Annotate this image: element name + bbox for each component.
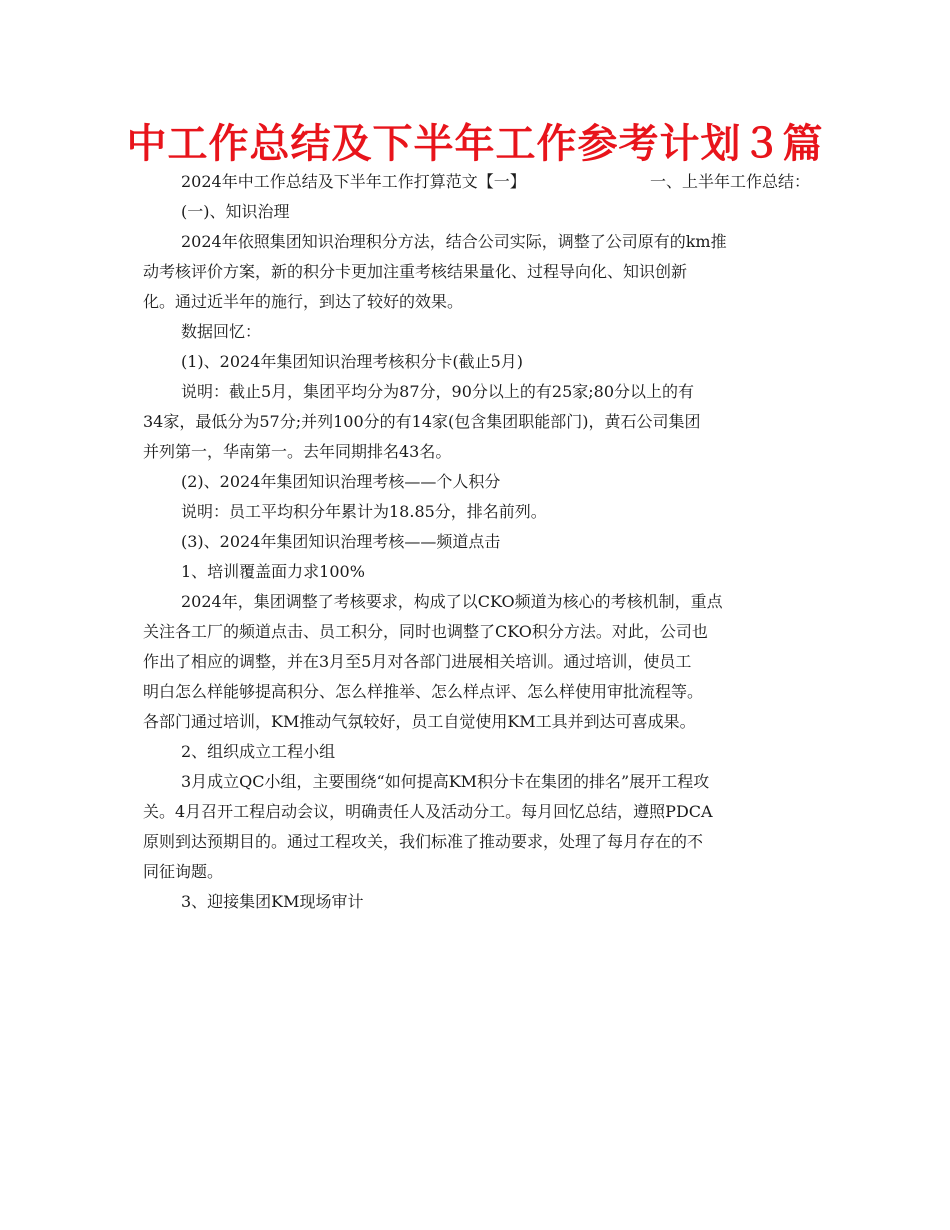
document-body [143, 167, 810, 917]
heading-channel-clicks: (3)、2024年集团知识治理考核——频道点击 [181, 532, 501, 551]
document-title: 中工作总结及下半年工作参考计划３篇 [126, 121, 824, 167]
paragraph-line: 并列第一，华南第一。去年同期排名43名。 [143, 442, 452, 461]
heading-km-audit: 3、迎接集团KM现场审计 [181, 892, 364, 911]
paragraph-line: 关注各工厂的频道点击、员工积分，同时也调整了CKO积分方法。对此，公司也 [143, 622, 708, 641]
paragraph-line: 化。通过近半年的施行，到达了较好的效果。 [143, 292, 464, 311]
paragraph-line: 同征询题。 [143, 862, 224, 881]
paragraph-line: 2024年依照集团知识治理积分方法，结合公司实际，调整了公司原有的km推 [181, 232, 727, 251]
paragraph-line: 明白怎么样能够提高积分、怎么样推举、怎么样点评、怎么样使用审批流程等。 [143, 682, 704, 701]
paragraph-line: 关。4月召开工程启动会议，明确责任人及活动分工。每月回忆总结，遵照PDCA [143, 802, 713, 821]
paragraph-line: 3月成立QC小组，主要围绕“如何提高KM积分卡在集团的排名”展开工程攻 [181, 772, 710, 791]
paragraph-line: 各部门通过培训，KM推动气氛较好，员工自觉使用KM工具并到达可喜成果。 [143, 712, 696, 731]
heading-project-team: 2、组织成立工程小组 [181, 742, 336, 761]
heading-knowledge-management: (一)、知识治理 [181, 202, 290, 221]
paragraph-line: 动考核评价方案，新的积分卡更加注重考核结果量化、过程导向化、知识创新 [143, 262, 688, 281]
heading-data-review: 数据回忆： [181, 322, 262, 341]
paragraph-line: 说明：截止5月，集团平均分为87分，90分以上的有25家;80分以上的有 [181, 382, 695, 401]
paragraph-line: 2024年，集团调整了考核要求，构成了以CKO频道为核心的考核机制，重点 [181, 592, 723, 611]
heading-personal-points: (2)、2024年集团知识治理考核——个人积分 [181, 472, 501, 491]
subtitle-right: 一、上半年工作总结： [649, 172, 810, 191]
heading-training-coverage: 1、培训覆盖面力求100% [181, 562, 365, 581]
paragraph-line: 说明：员工平均积分年累计为18.85分，排名前列。 [181, 502, 547, 521]
paragraph-line: 作出了相应的调整，并在3月至5月对各部门进展相关培训。通过培训，使员工 [143, 652, 692, 671]
heading-scorecard: (1)、2024年集团知识治理考核积分卡(截止5月) [181, 352, 524, 371]
paragraph-line: 原则到达预期目的。通过工程攻关，我们标准了推动要求，处理了每月存在的不 [143, 832, 704, 851]
subtitle-row [143, 167, 810, 197]
paragraph-line: 34家，最低分为57分;并列100分的有14家(包含集团职能部门)，黄石公司集团 [143, 412, 701, 431]
subtitle-left: 2024年中工作总结及下半年工作打算范文【一】 [181, 172, 526, 191]
